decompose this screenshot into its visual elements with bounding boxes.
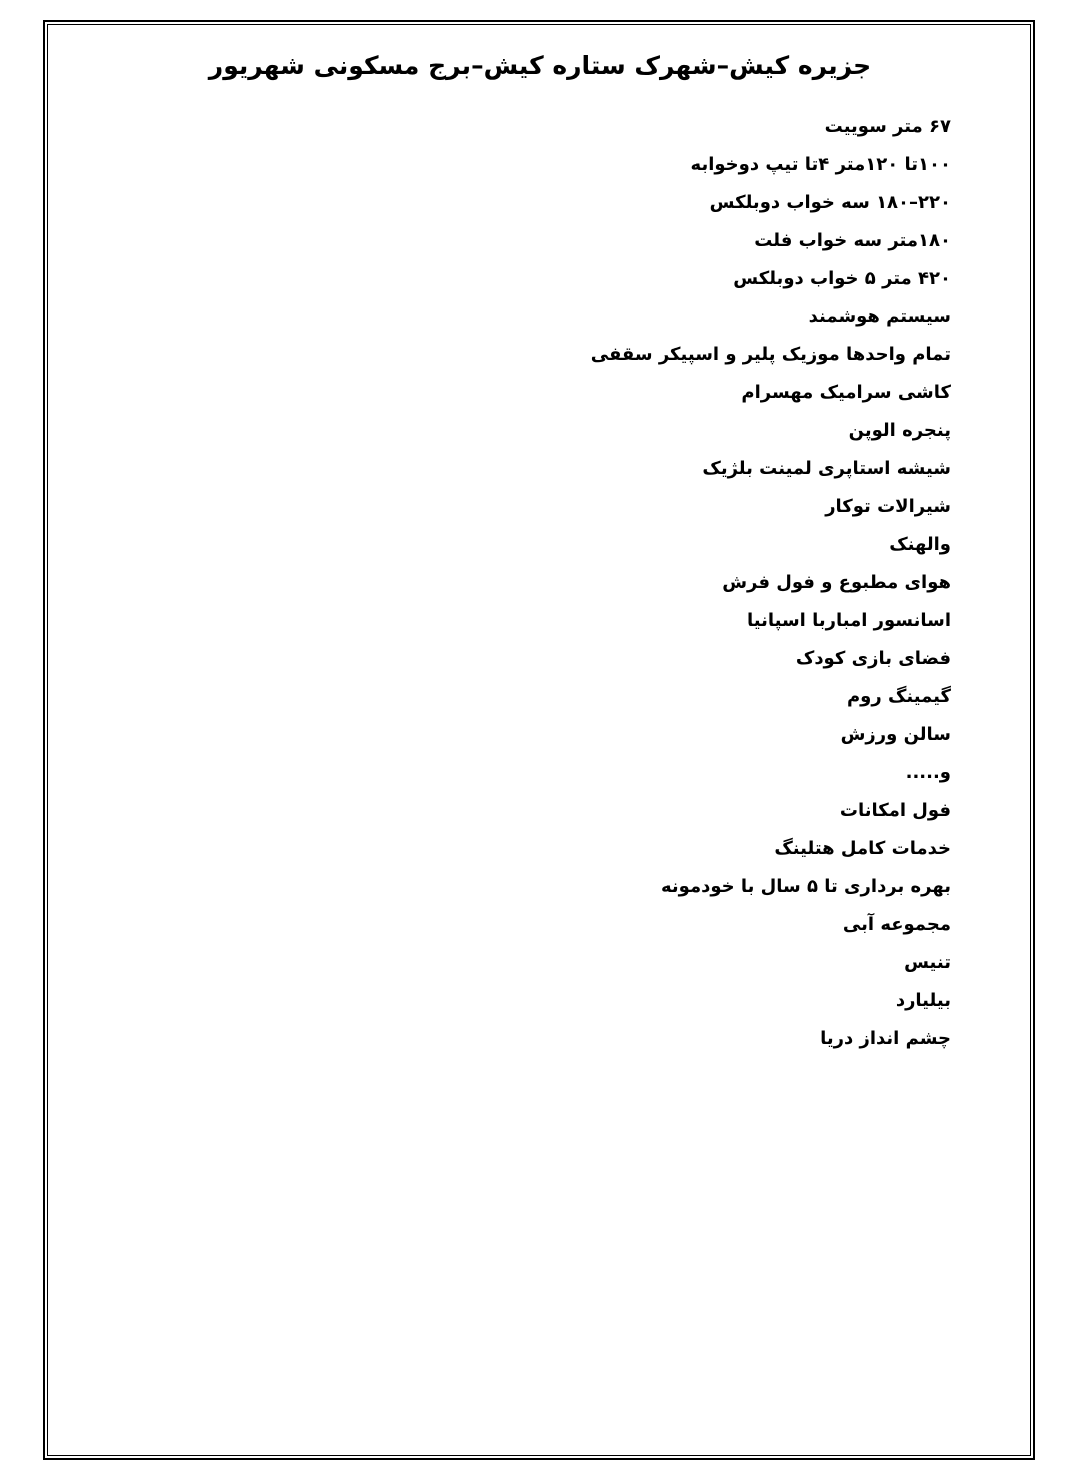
list-item: چشم انداز دریا bbox=[820, 1028, 951, 1049]
list-item: ۶۷ متر سوییت bbox=[824, 116, 951, 137]
list-item: والهنک bbox=[889, 534, 951, 555]
list-item: اسانسور امباربا اسپانیا bbox=[746, 610, 951, 631]
list-item: شیرالات توکار bbox=[825, 496, 951, 517]
list-item: فول امکانات bbox=[839, 800, 951, 821]
list-item: ۴۲۰ متر ۵ خواب دوبلکس bbox=[733, 268, 951, 289]
list-item: شیشه استاپری لمینت بلژیک bbox=[702, 458, 951, 479]
list-item: بهره برداری تا ۵ سال با خودمونه bbox=[660, 876, 951, 897]
list-item: ۱۸۰متر سه خواب فلت bbox=[754, 230, 951, 251]
list-item: سیستم هوشمند bbox=[808, 306, 951, 327]
list-item: و..... bbox=[905, 762, 951, 783]
list-item: ۱۰۰تا ۱۲۰متر ۴تا تیپ دوخوابه bbox=[690, 154, 951, 175]
list-item: ۲۲۰–۱۸۰ سه خواب دوبلکس bbox=[709, 192, 951, 213]
list-item: تمام واحدها موزیک پلیر و اسپیکر سقفی bbox=[590, 344, 951, 365]
list-item: پنجره الوپن bbox=[848, 420, 951, 441]
list-item: سالن ورزش bbox=[840, 724, 951, 745]
list-item: فضای بازی کودک bbox=[795, 648, 951, 669]
list-item: هوای مطبوع و فول فرش bbox=[722, 572, 951, 593]
list-item: خدمات کامل هتلینگ bbox=[774, 838, 951, 859]
list-item: مجموعه آبی bbox=[842, 914, 951, 935]
feature-list bbox=[131, 108, 951, 1058]
list-item: گیمینگ روم bbox=[846, 686, 951, 707]
list-item: تنیس bbox=[904, 952, 951, 973]
list-item: کاشی سرامیک مهسرام bbox=[741, 382, 951, 403]
list-item: بیلیارد bbox=[895, 990, 951, 1011]
page-title: جزیره کیش–شهرک ستاره کیش–برج مسکونی شهریور bbox=[208, 51, 872, 80]
